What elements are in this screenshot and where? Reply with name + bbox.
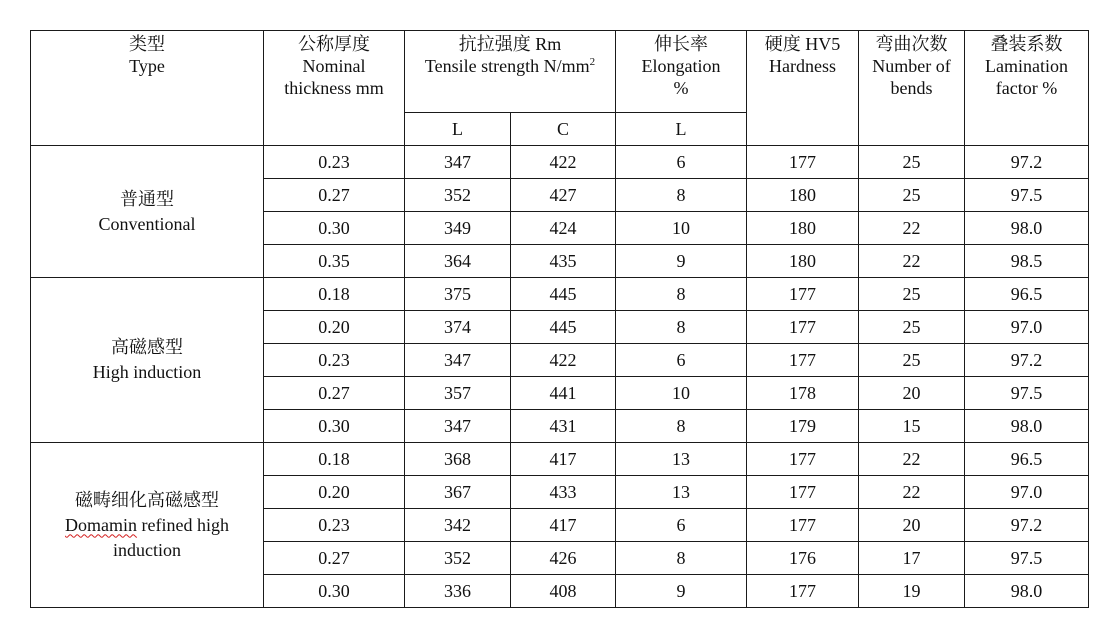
tensile-l-cell: 352 (405, 179, 511, 212)
lamination-cell: 98.0 (965, 212, 1089, 245)
thickness-cell: 0.23 (264, 509, 405, 542)
bends-cell: 25 (859, 146, 965, 179)
lamination-cell: 97.2 (965, 344, 1089, 377)
lamination-cell: 97.2 (965, 146, 1089, 179)
hardness-cell: 177 (747, 311, 859, 344)
type-name-en: Conventional (98, 213, 196, 234)
elongation-cell: 8 (616, 311, 747, 344)
hardness-cell: 177 (747, 575, 859, 608)
elongation-cell: 8 (616, 278, 747, 311)
tensile-c-cell: 408 (511, 575, 616, 608)
thickness-cell: 0.20 (264, 311, 405, 344)
type-name-zh: 磁畴细化高磁感型 (75, 489, 219, 510)
tensile-l-cell: 349 (405, 212, 511, 245)
thickness-cell: 0.27 (264, 542, 405, 575)
elongation-cell: 6 (616, 344, 747, 377)
hardness-cell: 180 (747, 212, 859, 245)
header-nominal-thickness: 公称厚度 Nominal thickness mm (264, 31, 405, 146)
lamination-cell: 97.5 (965, 377, 1089, 410)
tensile-l-cell: 336 (405, 575, 511, 608)
elongation-cell: 13 (616, 476, 747, 509)
type-name-en: High induction (92, 362, 202, 382)
thickness-cell: 0.30 (264, 575, 405, 608)
tensile-l-cell: 347 (405, 344, 511, 377)
elongation-cell: 8 (616, 179, 747, 212)
lamination-cell: 96.5 (965, 443, 1089, 476)
thickness-cell: 0.20 (264, 476, 405, 509)
tensile-l-cell: 347 (405, 410, 511, 443)
bends-cell: 25 (859, 311, 965, 344)
type-name-zh: 普通型 (120, 188, 174, 209)
table-row (31, 278, 1089, 311)
table-row (31, 146, 1089, 179)
header-elongation-l: L (616, 113, 747, 146)
elongation-cell: 6 (616, 509, 747, 542)
bends-cell: 25 (859, 179, 965, 212)
type-name-en: Domamin refined high (65, 514, 229, 535)
bends-cell: 25 (859, 278, 965, 311)
thickness-cell: 0.27 (264, 377, 405, 410)
lamination-cell: 97.5 (965, 542, 1089, 575)
tensile-c-cell: 431 (511, 410, 616, 443)
header-tensile-c: C (511, 113, 616, 146)
thickness-cell: 0.18 (264, 443, 405, 476)
thickness-cell: 0.27 (264, 179, 405, 212)
table-row (31, 443, 1089, 476)
elongation-cell: 13 (616, 443, 747, 476)
thickness-cell: 0.35 (264, 245, 405, 278)
tensile-l-cell: 357 (405, 377, 511, 410)
bends-cell: 22 (859, 443, 965, 476)
tensile-c-cell: 417 (511, 443, 616, 476)
hardness-cell: 178 (747, 377, 859, 410)
table-body (31, 146, 1089, 608)
tensile-l-cell: 352 (405, 542, 511, 575)
bends-cell: 25 (859, 344, 965, 377)
lamination-cell: 97.5 (965, 179, 1089, 212)
lamination-cell: 97.0 (965, 311, 1089, 344)
header-type: 类型 Type (31, 31, 264, 146)
lamination-cell: 96.5 (965, 278, 1089, 311)
tensile-c-cell: 422 (511, 344, 616, 377)
tensile-c-cell: 427 (511, 179, 616, 212)
hardness-cell: 177 (747, 476, 859, 509)
hardness-cell: 176 (747, 542, 859, 575)
tensile-c-cell: 435 (511, 245, 616, 278)
thickness-cell: 0.23 (264, 344, 405, 377)
lamination-cell: 98.5 (965, 245, 1089, 278)
header-tensile-l: L (405, 113, 511, 146)
tensile-c-cell: 445 (511, 278, 616, 311)
type-name-en: induction (113, 539, 181, 560)
hardness-cell: 177 (747, 443, 859, 476)
hardness-cell: 180 (747, 245, 859, 278)
tensile-l-cell: 364 (405, 245, 511, 278)
header-tensile-strength: 抗拉强度 Rm Tensile strength $N/mm^2$ (405, 31, 616, 113)
bends-cell: 22 (859, 476, 965, 509)
elongation-cell: 6 (616, 146, 747, 179)
tensile-l-cell: 342 (405, 509, 511, 542)
hardness-cell: 179 (747, 410, 859, 443)
elongation-cell: 9 (616, 245, 747, 278)
bends-cell: 22 (859, 212, 965, 245)
thickness-cell: 0.23 (264, 146, 405, 179)
properties-table (30, 30, 1089, 608)
header-hardness: 硬度 HV5 Hardness (747, 31, 859, 146)
tensile-l-cell: 347 (405, 146, 511, 179)
tensile-c-cell: 417 (511, 509, 616, 542)
bends-cell: 22 (859, 245, 965, 278)
bends-cell: 17 (859, 542, 965, 575)
tensile-l-cell: 375 (405, 278, 511, 311)
type-cell (31, 278, 264, 443)
header-number-of-bends: 弯曲次数 Number of bends (859, 31, 965, 146)
hardness-cell: 177 (747, 146, 859, 179)
lamination-cell: 97.0 (965, 476, 1089, 509)
bends-cell: 20 (859, 377, 965, 410)
lamination-cell: 98.0 (965, 575, 1089, 608)
hardness-cell: 177 (747, 344, 859, 377)
hardness-cell: 177 (747, 278, 859, 311)
hardness-cell: 180 (747, 179, 859, 212)
thickness-cell: 0.30 (264, 410, 405, 443)
thickness-cell: 0.18 (264, 278, 405, 311)
elongation-cell: 10 (616, 212, 747, 245)
tensile-l-cell: 368 (405, 443, 511, 476)
hardness-cell: 177 (747, 509, 859, 542)
lamination-cell: 98.0 (965, 410, 1089, 443)
tensile-l-cell: 374 (405, 311, 511, 344)
thickness-cell: 0.30 (264, 212, 405, 245)
elongation-cell: 8 (616, 410, 747, 443)
tensile-c-cell: 445 (511, 311, 616, 344)
elongation-cell: 8 (616, 542, 747, 575)
header-lamination-factor: 叠装系数 Lamination factor % (965, 31, 1089, 146)
type-name-zh: 高磁感型 (111, 337, 183, 357)
elongation-cell: 10 (616, 377, 747, 410)
type-cell (31, 146, 264, 278)
tensile-c-cell: 424 (511, 212, 616, 245)
type-cell (31, 443, 264, 608)
tensile-c-cell: 422 (511, 146, 616, 179)
elongation-cell: 9 (616, 575, 747, 608)
header-elongation: 伸长率 Elongation % (616, 31, 747, 113)
bends-cell: 19 (859, 575, 965, 608)
bends-cell: 20 (859, 509, 965, 542)
tensile-l-cell: 367 (405, 476, 511, 509)
tensile-c-cell: 433 (511, 476, 616, 509)
tensile-c-cell: 426 (511, 542, 616, 575)
lamination-cell: 97.2 (965, 509, 1089, 542)
bends-cell: 15 (859, 410, 965, 443)
tensile-c-cell: 441 (511, 377, 616, 410)
table-header (31, 31, 1089, 146)
